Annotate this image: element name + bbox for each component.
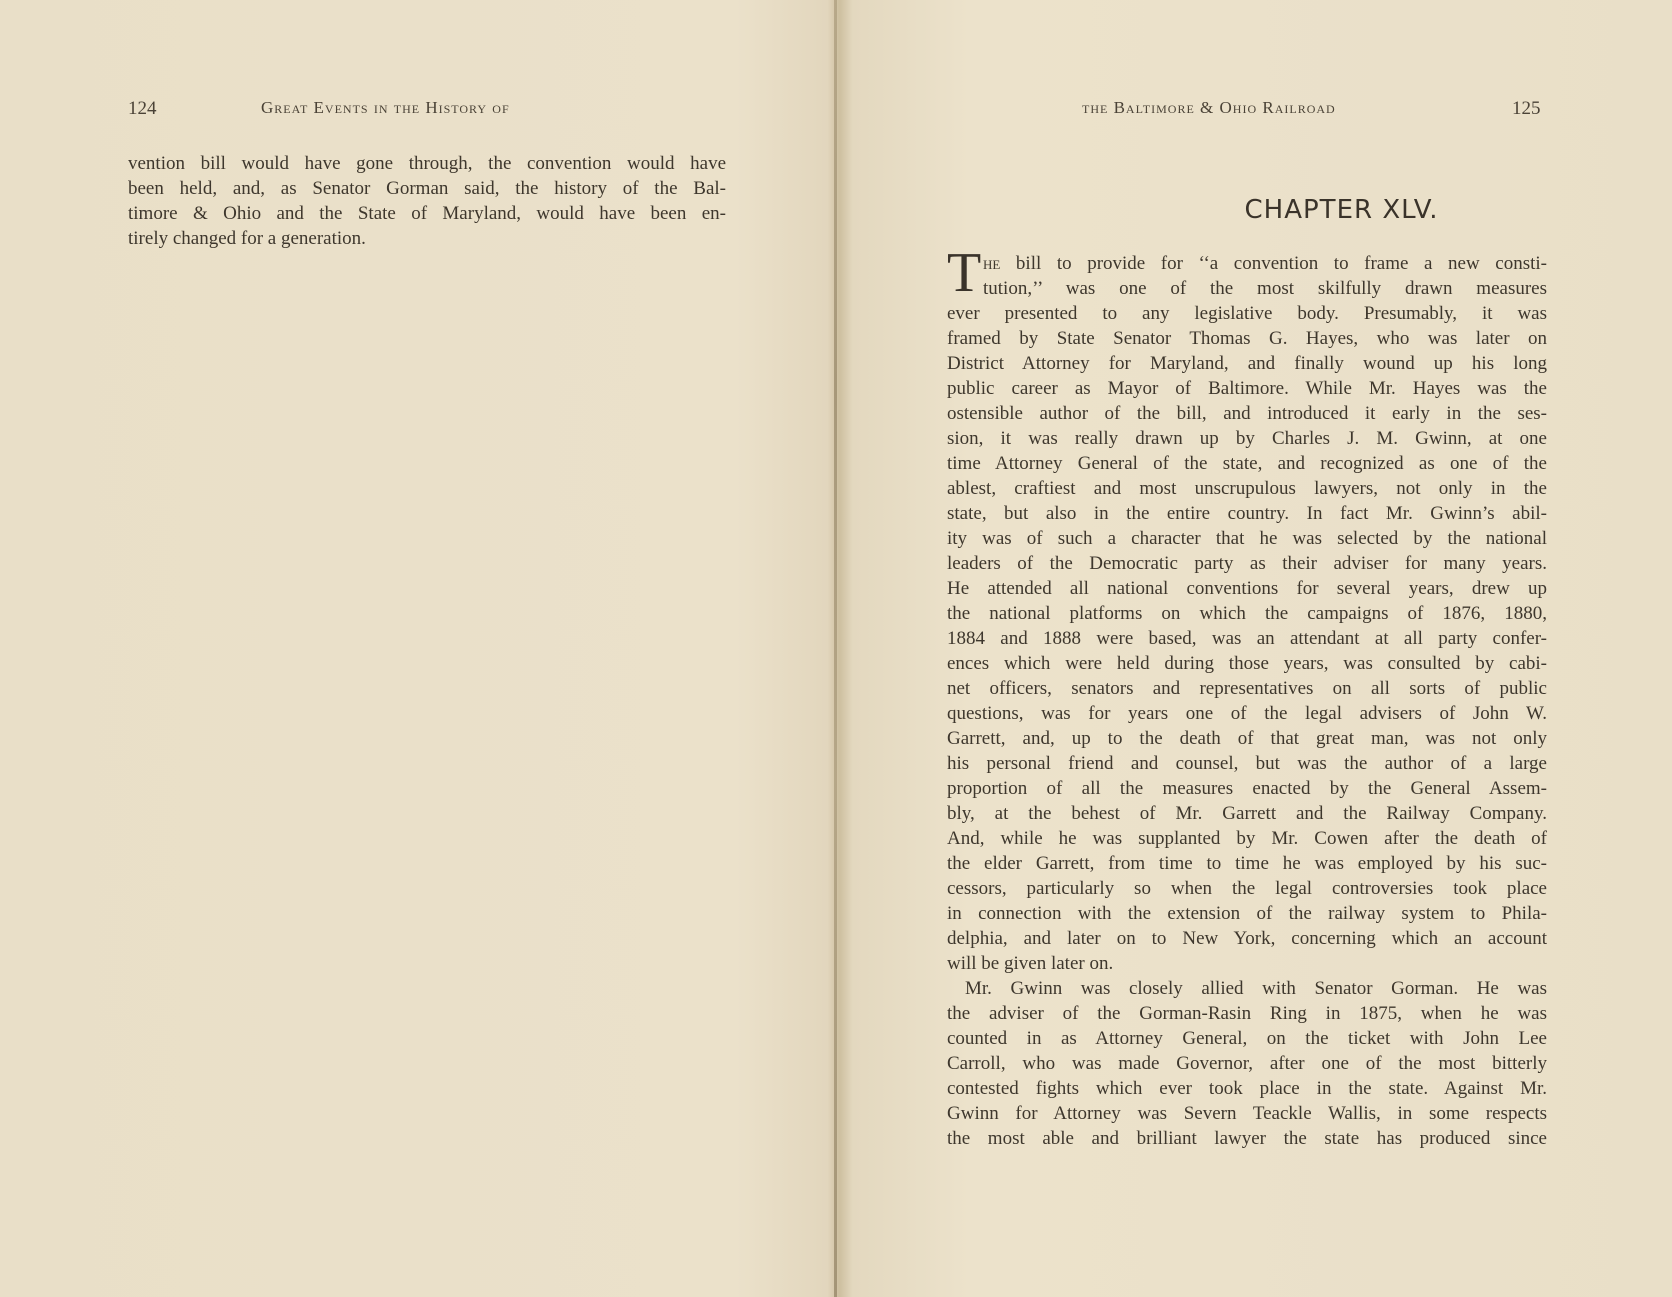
text-line: And, while he was supplanted by Mr. Cowen after the death of [947, 828, 1547, 849]
right-body-text [947, 251, 1547, 1151]
text-line: vention bill would have gone through, the convention would have [128, 153, 726, 174]
text-line: ablest, craftiest and most unscrupulous lawyers, not only in the [947, 478, 1547, 499]
text-line: proportion of all the measures enacted by the General Assem- [947, 778, 1547, 799]
text-line: framed by State Senator Thomas G. Hayes, who was later on [947, 328, 1547, 349]
text-line: been held, and, as Senator Gorman said, the history of the Bal- [128, 178, 726, 199]
text-line: cessors, particularly so when the legal controversies took place [947, 878, 1547, 899]
text-line: delphia, and later on to New York, concerning which an account [947, 928, 1547, 949]
text-line: sion, it was really drawn up by Charles J. M. Gwinn, at one [947, 428, 1547, 449]
text-line-first [947, 251, 1547, 276]
text-line: timore & Ohio and the State of Maryland, would have been en- [128, 203, 726, 224]
text-line: ostensible author of the bill, and introduced it early in the ses- [947, 403, 1547, 424]
text-line: ences which were held during those years, was consulted by cabi- [947, 653, 1547, 674]
left-body-text [128, 151, 726, 251]
text-line: counted in as Attorney General, on the ticket with John Lee [947, 1028, 1547, 1049]
text-line: Gwinn for Attorney was Severn Teackle Wallis, in some respects [947, 1103, 1547, 1124]
right-running-head: the Baltimore & Ohio Railroad [1082, 98, 1336, 117]
text-line: contested fights which ever took place in the state. Against Mr. [947, 1078, 1547, 1099]
text-line: the elder Garrett, from time to time he was employed by his suc- [947, 853, 1547, 874]
text-line: ever presented to any legislative body. Presumably, it was [947, 303, 1547, 324]
text-line: will be given later on. [947, 953, 1114, 974]
right-page [837, 0, 1672, 1297]
left-page-number: 124 [128, 98, 157, 119]
text-line: the most able and brilliant lawyer the state has produced since [947, 1128, 1547, 1149]
text-line: the adviser of the Gorman-Rasin Ring in 1875, when he was [947, 1003, 1547, 1024]
text-line: bly, at the behest of Mr. Garrett and the Railway Company. [947, 803, 1547, 824]
text-line: leaders of the Democratic party as their adviser for many years. [947, 553, 1547, 574]
text-line: net officers, senators and representatives on all sorts of public [947, 678, 1547, 699]
text-line: public career as Mayor of Baltimore. While Mr. Hayes was the [947, 378, 1547, 399]
text-line: Mr. Gwinn was closely allied with Senator Gorman. He was [965, 978, 1547, 999]
chapter-title [837, 195, 1672, 225]
chapter-title-text: CHAPTER XLV. [1244, 195, 1439, 225]
drop-cap: T [947, 242, 982, 304]
text-line: Carroll, who was made Governor, after one of the most bitterly [947, 1053, 1547, 1074]
text-line: He attended all national conventions for several years, drew up [947, 578, 1547, 599]
text-line: his personal friend and counsel, but was the author of a large [947, 753, 1547, 774]
text-line: Garrett, and, up to the death of that great man, was not only [947, 728, 1547, 749]
left-page [0, 0, 834, 1297]
text-line: questions, was for years one of the legal advisers of John W. [947, 703, 1547, 724]
left-running-head: Great Events in the History of [261, 98, 510, 117]
text-line: District Attorney for Maryland, and finally wound up his long [947, 353, 1547, 374]
first-word-rest: he [983, 253, 1001, 274]
text-line: in connection with the extension of the railway system to Phila- [947, 903, 1547, 924]
text-line: bill to provide for ‘‘a convention to frame a new consti- [1015, 253, 1547, 274]
text-line: time Attorney General of the state, and recognized as one of the [947, 453, 1547, 474]
text-line: 1884 and 1888 were based, was an attendant at all party confer- [947, 628, 1547, 649]
text-line: ity was of such a character that he was selected by the national [947, 528, 1547, 549]
text-line: tirely changed for a generation. [128, 228, 366, 249]
text-line: state, but also in the entire country. In fact Mr. Gwinn’s abil- [947, 503, 1547, 524]
text-line: the national platforms on which the campaigns of 1876, 1880, [947, 603, 1547, 624]
right-page-number: 125 [1512, 98, 1541, 119]
text-line: tution,’’ was one of the most skilfully drawn measures [983, 278, 1547, 299]
